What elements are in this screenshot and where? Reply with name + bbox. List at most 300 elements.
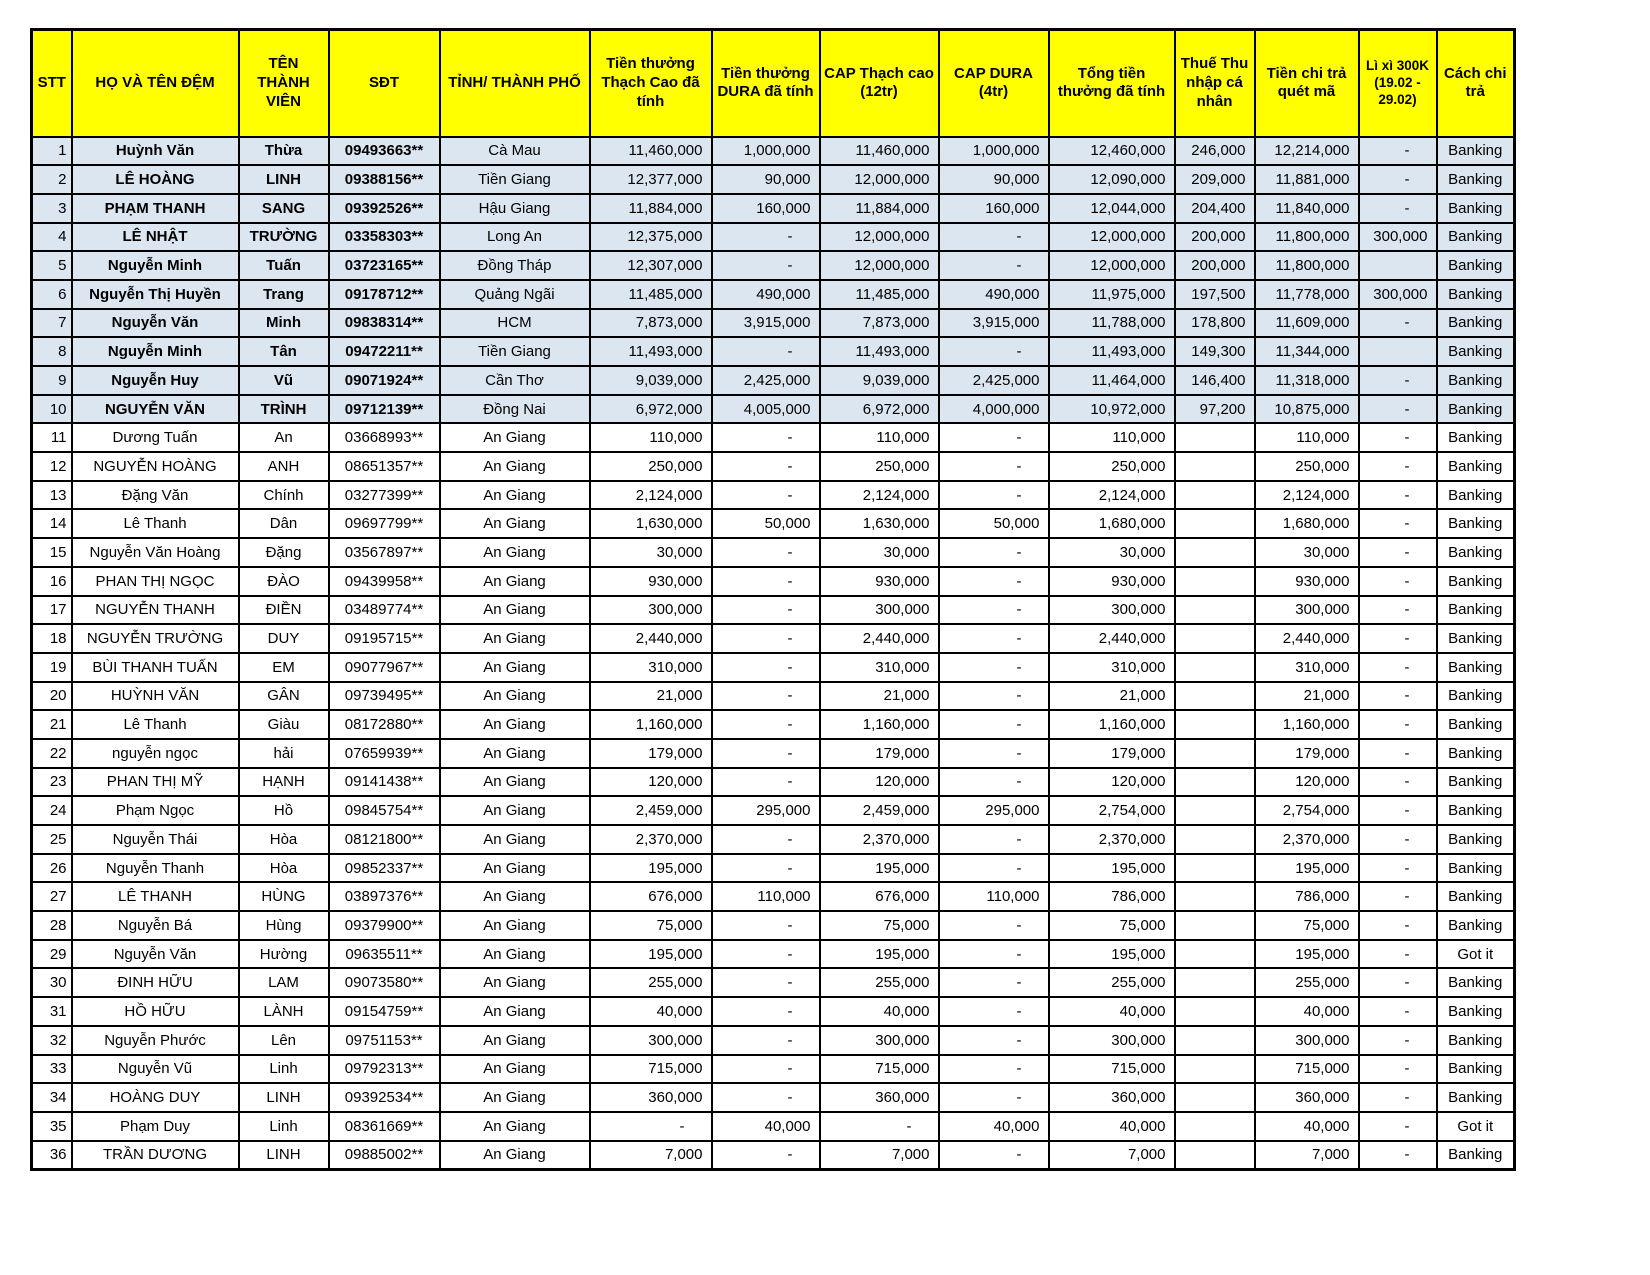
cell-li_xi[interactable]: -: [1359, 137, 1437, 166]
cell-thue_tncn[interactable]: [1175, 596, 1255, 625]
cell-tinh_thanh_pho[interactable]: An Giang: [440, 854, 590, 883]
cell-ho_va_ten_dem[interactable]: TRẦN DƯƠNG: [72, 1141, 239, 1170]
cell-sdt[interactable]: 09071924**: [329, 366, 440, 395]
cell-thue_tncn[interactable]: 149,300: [1175, 337, 1255, 366]
cell-thue_tncn[interactable]: [1175, 653, 1255, 682]
cell-sdt[interactable]: 09379900**: [329, 911, 440, 940]
cell-cach_chi_tra[interactable]: Banking: [1437, 911, 1515, 940]
table-row[interactable]: [32, 165, 1515, 194]
cell-sdt[interactable]: 09195715**: [329, 624, 440, 653]
cell-tinh_thanh_pho[interactable]: Tiền Giang: [440, 337, 590, 366]
cell-cap_thach_cao[interactable]: 2,459,000: [820, 796, 939, 825]
table-row[interactable]: [32, 538, 1515, 567]
cell-tien_thuong_thach_cao[interactable]: 40,000: [590, 997, 712, 1026]
cell-cap_thach_cao[interactable]: 11,884,000: [820, 194, 939, 223]
table-row[interactable]: [32, 940, 1515, 969]
cell-stt[interactable]: 34: [32, 1083, 72, 1112]
cell-ho_va_ten_dem[interactable]: Nguyễn Phước: [72, 1026, 239, 1055]
table-row[interactable]: [32, 1141, 1515, 1170]
cell-ho_va_ten_dem[interactable]: LÊ THANH: [72, 882, 239, 911]
table-row[interactable]: [32, 280, 1515, 309]
cell-sdt[interactable]: 03897376**: [329, 882, 440, 911]
cell-cach_chi_tra[interactable]: Banking: [1437, 366, 1515, 395]
cell-cach_chi_tra[interactable]: Banking: [1437, 768, 1515, 797]
cell-ho_va_ten_dem[interactable]: NGUYỄN HOÀNG: [72, 452, 239, 481]
cell-ten_thanh_vien[interactable]: Vũ: [239, 366, 329, 395]
cell-ten_thanh_vien[interactable]: An: [239, 423, 329, 452]
cell-cach_chi_tra[interactable]: Banking: [1437, 165, 1515, 194]
cell-ho_va_ten_dem[interactable]: Dương Tuấn: [72, 423, 239, 452]
cell-cap_dura[interactable]: -: [939, 1141, 1049, 1170]
cell-ho_va_ten_dem[interactable]: Lê Thanh: [72, 710, 239, 739]
cell-tien_chi_tra[interactable]: 11,318,000: [1255, 366, 1359, 395]
cell-li_xi[interactable]: -: [1359, 825, 1437, 854]
cell-cap_dura[interactable]: -: [939, 682, 1049, 711]
cell-stt[interactable]: 20: [32, 682, 72, 711]
cell-tong_tien_thuong[interactable]: 40,000: [1049, 1112, 1175, 1141]
cell-tien_thuong_dura[interactable]: -: [712, 223, 820, 252]
cell-cap_dura[interactable]: -: [939, 538, 1049, 567]
cell-tien_thuong_dura[interactable]: -: [712, 968, 820, 997]
cell-tien_thuong_dura[interactable]: -: [712, 825, 820, 854]
cell-tien_thuong_dura[interactable]: -: [712, 682, 820, 711]
cell-sdt[interactable]: 09838314**: [329, 309, 440, 338]
cell-cap_thach_cao[interactable]: 6,972,000: [820, 395, 939, 424]
cell-cap_dura[interactable]: 160,000: [939, 194, 1049, 223]
cell-tien_thuong_dura[interactable]: -: [712, 997, 820, 1026]
cell-sdt[interactable]: 09845754**: [329, 796, 440, 825]
cell-thue_tncn[interactable]: [1175, 1112, 1255, 1141]
cell-cap_thach_cao[interactable]: 120,000: [820, 768, 939, 797]
cell-tien_chi_tra[interactable]: 786,000: [1255, 882, 1359, 911]
cell-stt[interactable]: 5: [32, 251, 72, 280]
cell-tong_tien_thuong[interactable]: 255,000: [1049, 968, 1175, 997]
cell-ho_va_ten_dem[interactable]: NGUYỄN VĂN: [72, 395, 239, 424]
cell-tinh_thanh_pho[interactable]: An Giang: [440, 682, 590, 711]
cell-tong_tien_thuong[interactable]: 195,000: [1049, 940, 1175, 969]
cell-sdt[interactable]: 09439958**: [329, 567, 440, 596]
cell-tien_chi_tra[interactable]: 195,000: [1255, 854, 1359, 883]
cell-cach_chi_tra[interactable]: Banking: [1437, 1083, 1515, 1112]
cell-cach_chi_tra[interactable]: Banking: [1437, 739, 1515, 768]
cell-ten_thanh_vien[interactable]: LÀNH: [239, 997, 329, 1026]
cell-ho_va_ten_dem[interactable]: NGUYỄN TRƯỜNG: [72, 624, 239, 653]
cell-tong_tien_thuong[interactable]: 179,000: [1049, 739, 1175, 768]
cell-tien_thuong_thach_cao[interactable]: 110,000: [590, 423, 712, 452]
cell-ten_thanh_vien[interactable]: LINH: [239, 1083, 329, 1112]
cell-li_xi[interactable]: -: [1359, 739, 1437, 768]
cell-stt[interactable]: 13: [32, 481, 72, 510]
cell-tong_tien_thuong[interactable]: 195,000: [1049, 854, 1175, 883]
cell-cap_thach_cao[interactable]: 2,124,000: [820, 481, 939, 510]
cell-tong_tien_thuong[interactable]: 11,493,000: [1049, 337, 1175, 366]
cell-ho_va_ten_dem[interactable]: Nguyễn Minh: [72, 337, 239, 366]
cell-tinh_thanh_pho[interactable]: An Giang: [440, 423, 590, 452]
cell-cap_dura[interactable]: -: [939, 710, 1049, 739]
cell-tien_thuong_dura[interactable]: 295,000: [712, 796, 820, 825]
cell-cap_dura[interactable]: 490,000: [939, 280, 1049, 309]
cell-thue_tncn[interactable]: 197,500: [1175, 280, 1255, 309]
cell-thue_tncn[interactable]: [1175, 1141, 1255, 1170]
cell-stt[interactable]: 14: [32, 509, 72, 538]
cell-tien_thuong_thach_cao[interactable]: 195,000: [590, 854, 712, 883]
cell-tien_thuong_thach_cao[interactable]: 9,039,000: [590, 366, 712, 395]
cell-tien_chi_tra[interactable]: 1,160,000: [1255, 710, 1359, 739]
cell-cap_thach_cao[interactable]: 30,000: [820, 538, 939, 567]
cell-ten_thanh_vien[interactable]: ANH: [239, 452, 329, 481]
cell-tien_thuong_dura[interactable]: -: [712, 423, 820, 452]
cell-cach_chi_tra[interactable]: Banking: [1437, 796, 1515, 825]
cell-li_xi[interactable]: -: [1359, 366, 1437, 395]
cell-tien_thuong_dura[interactable]: -: [712, 624, 820, 653]
cell-tinh_thanh_pho[interactable]: An Giang: [440, 882, 590, 911]
table-row[interactable]: [32, 337, 1515, 366]
cell-cap_thach_cao[interactable]: 2,370,000: [820, 825, 939, 854]
cell-cap_dura[interactable]: -: [939, 481, 1049, 510]
cell-ten_thanh_vien[interactable]: Hồ: [239, 796, 329, 825]
cell-tien_chi_tra[interactable]: 40,000: [1255, 1112, 1359, 1141]
table-row[interactable]: [32, 968, 1515, 997]
cell-ten_thanh_vien[interactable]: LINH: [239, 165, 329, 194]
cell-tong_tien_thuong[interactable]: 11,464,000: [1049, 366, 1175, 395]
cell-cap_dura[interactable]: 110,000: [939, 882, 1049, 911]
cell-stt[interactable]: 31: [32, 997, 72, 1026]
cell-tinh_thanh_pho[interactable]: An Giang: [440, 452, 590, 481]
cell-tien_chi_tra[interactable]: 2,754,000: [1255, 796, 1359, 825]
cell-cap_dura[interactable]: -: [939, 968, 1049, 997]
cell-tien_thuong_thach_cao[interactable]: 300,000: [590, 596, 712, 625]
cell-tien_chi_tra[interactable]: 30,000: [1255, 538, 1359, 567]
table-row[interactable]: [32, 624, 1515, 653]
cell-cap_dura[interactable]: -: [939, 596, 1049, 625]
cell-cap_dura[interactable]: -: [939, 1055, 1049, 1084]
cell-tien_thuong_dura[interactable]: -: [712, 567, 820, 596]
cell-li_xi[interactable]: -: [1359, 1112, 1437, 1141]
cell-thue_tncn[interactable]: [1175, 739, 1255, 768]
table-row[interactable]: [32, 567, 1515, 596]
cell-tien_thuong_dura[interactable]: -: [712, 911, 820, 940]
table-row[interactable]: [32, 309, 1515, 338]
cell-stt[interactable]: 27: [32, 882, 72, 911]
cell-thue_tncn[interactable]: 204,400: [1175, 194, 1255, 223]
cell-tien_chi_tra[interactable]: 40,000: [1255, 997, 1359, 1026]
cell-cap_dura[interactable]: -: [939, 940, 1049, 969]
cell-tien_thuong_dura[interactable]: -: [712, 710, 820, 739]
cell-tien_chi_tra[interactable]: 11,800,000: [1255, 251, 1359, 280]
cell-stt[interactable]: 17: [32, 596, 72, 625]
cell-sdt[interactable]: 09792313**: [329, 1055, 440, 1084]
cell-ten_thanh_vien[interactable]: Hùng: [239, 911, 329, 940]
cell-cap_dura[interactable]: -: [939, 768, 1049, 797]
cell-sdt[interactable]: 09493663**: [329, 137, 440, 166]
cell-tien_chi_tra[interactable]: 21,000: [1255, 682, 1359, 711]
table-row[interactable]: [32, 596, 1515, 625]
cell-sdt[interactable]: 03723165**: [329, 251, 440, 280]
cell-thue_tncn[interactable]: 178,800: [1175, 309, 1255, 338]
cell-cach_chi_tra[interactable]: Banking: [1437, 452, 1515, 481]
cell-tien_thuong_dura[interactable]: -: [712, 854, 820, 883]
cell-cap_dura[interactable]: -: [939, 997, 1049, 1026]
cell-li_xi[interactable]: -: [1359, 509, 1437, 538]
cell-ten_thanh_vien[interactable]: Chính: [239, 481, 329, 510]
cell-ho_va_ten_dem[interactable]: BÙI THANH TUẤN: [72, 653, 239, 682]
cell-tien_thuong_dura[interactable]: -: [712, 452, 820, 481]
cell-tien_thuong_dura[interactable]: -: [712, 251, 820, 280]
cell-tong_tien_thuong[interactable]: 12,090,000: [1049, 165, 1175, 194]
table-row[interactable]: [32, 509, 1515, 538]
cell-tien_thuong_thach_cao[interactable]: 11,493,000: [590, 337, 712, 366]
cell-ho_va_ten_dem[interactable]: Nguyễn Văn Hoàng: [72, 538, 239, 567]
cell-tien_thuong_dura[interactable]: -: [712, 739, 820, 768]
cell-cach_chi_tra[interactable]: Banking: [1437, 538, 1515, 567]
cell-cap_thach_cao[interactable]: 179,000: [820, 739, 939, 768]
table-row[interactable]: [32, 854, 1515, 883]
cell-tien_thuong_dura[interactable]: 2,425,000: [712, 366, 820, 395]
cell-tong_tien_thuong[interactable]: 21,000: [1049, 682, 1175, 711]
cell-ten_thanh_vien[interactable]: Tuấn: [239, 251, 329, 280]
cell-tinh_thanh_pho[interactable]: Đồng Tháp: [440, 251, 590, 280]
cell-cach_chi_tra[interactable]: Banking: [1437, 882, 1515, 911]
cell-stt[interactable]: 35: [32, 1112, 72, 1141]
table-row[interactable]: [32, 395, 1515, 424]
cell-ten_thanh_vien[interactable]: Thừa: [239, 137, 329, 166]
table-row[interactable]: [32, 1026, 1515, 1055]
cell-tien_thuong_dura[interactable]: 1,000,000: [712, 137, 820, 166]
cell-tien_thuong_dura[interactable]: -: [712, 337, 820, 366]
cell-tinh_thanh_pho[interactable]: Đồng Nai: [440, 395, 590, 424]
cell-tong_tien_thuong[interactable]: 1,160,000: [1049, 710, 1175, 739]
cell-cap_thach_cao[interactable]: 195,000: [820, 854, 939, 883]
cell-tien_thuong_thach_cao[interactable]: -: [590, 1112, 712, 1141]
cell-tinh_thanh_pho[interactable]: An Giang: [440, 653, 590, 682]
cell-tien_chi_tra[interactable]: 11,840,000: [1255, 194, 1359, 223]
cell-cap_thach_cao[interactable]: 255,000: [820, 968, 939, 997]
cell-sdt[interactable]: 03489774**: [329, 596, 440, 625]
cell-tong_tien_thuong[interactable]: 310,000: [1049, 653, 1175, 682]
cell-ten_thanh_vien[interactable]: Minh: [239, 309, 329, 338]
cell-li_xi[interactable]: -: [1359, 1083, 1437, 1112]
cell-thue_tncn[interactable]: [1175, 624, 1255, 653]
cell-ho_va_ten_dem[interactable]: nguyễn ngọc: [72, 739, 239, 768]
cell-ten_thanh_vien[interactable]: Linh: [239, 1055, 329, 1084]
cell-tinh_thanh_pho[interactable]: Long An: [440, 223, 590, 252]
cell-tien_chi_tra[interactable]: 11,881,000: [1255, 165, 1359, 194]
cell-tong_tien_thuong[interactable]: 250,000: [1049, 452, 1175, 481]
cell-ten_thanh_vien[interactable]: ĐIỀN: [239, 596, 329, 625]
cell-sdt[interactable]: 09388156**: [329, 165, 440, 194]
cell-tien_chi_tra[interactable]: 11,800,000: [1255, 223, 1359, 252]
cell-ten_thanh_vien[interactable]: DUY: [239, 624, 329, 653]
cell-tien_thuong_thach_cao[interactable]: 715,000: [590, 1055, 712, 1084]
cell-sdt[interactable]: 09392526**: [329, 194, 440, 223]
cell-tinh_thanh_pho[interactable]: An Giang: [440, 768, 590, 797]
cell-ten_thanh_vien[interactable]: SANG: [239, 194, 329, 223]
cell-stt[interactable]: 4: [32, 223, 72, 252]
cell-tinh_thanh_pho[interactable]: An Giang: [440, 1055, 590, 1084]
cell-stt[interactable]: 19: [32, 653, 72, 682]
table-row[interactable]: [32, 1083, 1515, 1112]
cell-tien_thuong_thach_cao[interactable]: 255,000: [590, 968, 712, 997]
cell-cach_chi_tra[interactable]: Banking: [1437, 509, 1515, 538]
cell-ten_thanh_vien[interactable]: TRƯỜNG: [239, 223, 329, 252]
table-row[interactable]: [32, 366, 1515, 395]
cell-ho_va_ten_dem[interactable]: Nguyễn Thị Huyền: [72, 280, 239, 309]
cell-tong_tien_thuong[interactable]: 12,044,000: [1049, 194, 1175, 223]
cell-thue_tncn[interactable]: 146,400: [1175, 366, 1255, 395]
cell-ho_va_ten_dem[interactable]: Nguyễn Văn: [72, 309, 239, 338]
cell-tien_thuong_thach_cao[interactable]: 2,124,000: [590, 481, 712, 510]
cell-stt[interactable]: 15: [32, 538, 72, 567]
cell-cap_thach_cao[interactable]: 2,440,000: [820, 624, 939, 653]
cell-tien_chi_tra[interactable]: 715,000: [1255, 1055, 1359, 1084]
cell-thue_tncn[interactable]: [1175, 796, 1255, 825]
cell-cach_chi_tra[interactable]: Banking: [1437, 251, 1515, 280]
cell-tong_tien_thuong[interactable]: 2,440,000: [1049, 624, 1175, 653]
cell-tong_tien_thuong[interactable]: 7,000: [1049, 1141, 1175, 1170]
cell-tien_thuong_thach_cao[interactable]: 360,000: [590, 1083, 712, 1112]
cell-tien_thuong_dura[interactable]: 90,000: [712, 165, 820, 194]
cell-ten_thanh_vien[interactable]: Hường: [239, 940, 329, 969]
cell-cap_thach_cao[interactable]: 75,000: [820, 911, 939, 940]
cell-cap_dura[interactable]: -: [939, 854, 1049, 883]
cell-cap_thach_cao[interactable]: 12,000,000: [820, 223, 939, 252]
table-row[interactable]: [32, 1112, 1515, 1141]
cell-stt[interactable]: 33: [32, 1055, 72, 1084]
cell-tien_chi_tra[interactable]: 2,440,000: [1255, 624, 1359, 653]
cell-tinh_thanh_pho[interactable]: An Giang: [440, 509, 590, 538]
cell-ho_va_ten_dem[interactable]: PHAN THỊ MỸ: [72, 768, 239, 797]
cell-tien_chi_tra[interactable]: 930,000: [1255, 567, 1359, 596]
cell-tong_tien_thuong[interactable]: 10,972,000: [1049, 395, 1175, 424]
table-row[interactable]: [32, 251, 1515, 280]
cell-ten_thanh_vien[interactable]: Linh: [239, 1112, 329, 1141]
cell-tinh_thanh_pho[interactable]: An Giang: [440, 796, 590, 825]
cell-li_xi[interactable]: -: [1359, 567, 1437, 596]
cell-cap_dura[interactable]: 50,000: [939, 509, 1049, 538]
cell-stt[interactable]: 11: [32, 423, 72, 452]
cell-cach_chi_tra[interactable]: Banking: [1437, 653, 1515, 682]
cell-li_xi[interactable]: -: [1359, 682, 1437, 711]
cell-sdt[interactable]: 09141438**: [329, 768, 440, 797]
cell-cach_chi_tra[interactable]: Banking: [1437, 1055, 1515, 1084]
cell-ten_thanh_vien[interactable]: TRÌNH: [239, 395, 329, 424]
cell-sdt[interactable]: 09852337**: [329, 854, 440, 883]
cell-thue_tncn[interactable]: 200,000: [1175, 251, 1255, 280]
cell-cap_thach_cao[interactable]: 12,000,000: [820, 165, 939, 194]
cell-tien_thuong_thach_cao[interactable]: 310,000: [590, 653, 712, 682]
cell-tien_chi_tra[interactable]: 120,000: [1255, 768, 1359, 797]
cell-li_xi[interactable]: -: [1359, 596, 1437, 625]
cell-cach_chi_tra[interactable]: Got it: [1437, 1112, 1515, 1141]
cell-tinh_thanh_pho[interactable]: An Giang: [440, 1141, 590, 1170]
cell-cap_dura[interactable]: 4,000,000: [939, 395, 1049, 424]
table-row[interactable]: [32, 137, 1515, 166]
cell-li_xi[interactable]: -: [1359, 309, 1437, 338]
cell-cap_dura[interactable]: -: [939, 911, 1049, 940]
cell-stt[interactable]: 16: [32, 567, 72, 596]
cell-tinh_thanh_pho[interactable]: An Giang: [440, 1026, 590, 1055]
cell-tong_tien_thuong[interactable]: 300,000: [1049, 1026, 1175, 1055]
cell-tien_chi_tra[interactable]: 179,000: [1255, 739, 1359, 768]
cell-stt[interactable]: 24: [32, 796, 72, 825]
cell-cap_thach_cao[interactable]: 310,000: [820, 653, 939, 682]
cell-cach_chi_tra[interactable]: Banking: [1437, 710, 1515, 739]
cell-ten_thanh_vien[interactable]: Trang: [239, 280, 329, 309]
cell-cap_dura[interactable]: 40,000: [939, 1112, 1049, 1141]
cell-tinh_thanh_pho[interactable]: An Giang: [440, 596, 590, 625]
cell-li_xi[interactable]: -: [1359, 768, 1437, 797]
cell-tien_thuong_dura[interactable]: -: [712, 1083, 820, 1112]
cell-ho_va_ten_dem[interactable]: Nguyễn Thái: [72, 825, 239, 854]
cell-ten_thanh_vien[interactable]: Dân: [239, 509, 329, 538]
cell-thue_tncn[interactable]: 209,000: [1175, 165, 1255, 194]
cell-cach_chi_tra[interactable]: Banking: [1437, 309, 1515, 338]
cell-li_xi[interactable]: -: [1359, 882, 1437, 911]
cell-tien_thuong_thach_cao[interactable]: 2,370,000: [590, 825, 712, 854]
cell-cap_thach_cao[interactable]: 1,630,000: [820, 509, 939, 538]
cell-tien_thuong_thach_cao[interactable]: 120,000: [590, 768, 712, 797]
cell-cach_chi_tra[interactable]: Got it: [1437, 940, 1515, 969]
cell-cap_thach_cao[interactable]: 676,000: [820, 882, 939, 911]
cell-thue_tncn[interactable]: [1175, 940, 1255, 969]
cell-tien_thuong_dura[interactable]: -: [712, 538, 820, 567]
cell-thue_tncn[interactable]: 200,000: [1175, 223, 1255, 252]
cell-sdt[interactable]: 03358303**: [329, 223, 440, 252]
cell-stt[interactable]: 21: [32, 710, 72, 739]
cell-cach_chi_tra[interactable]: Banking: [1437, 825, 1515, 854]
cell-cap_thach_cao[interactable]: 195,000: [820, 940, 939, 969]
cell-sdt[interactable]: 09712139**: [329, 395, 440, 424]
cell-li_xi[interactable]: -: [1359, 1055, 1437, 1084]
cell-tien_thuong_thach_cao[interactable]: 11,460,000: [590, 137, 712, 166]
cell-sdt[interactable]: 09077967**: [329, 653, 440, 682]
cell-tien_chi_tra[interactable]: 250,000: [1255, 452, 1359, 481]
cell-cach_chi_tra[interactable]: Banking: [1437, 223, 1515, 252]
cell-cap_dura[interactable]: 90,000: [939, 165, 1049, 194]
cell-stt[interactable]: 26: [32, 854, 72, 883]
cell-li_xi[interactable]: -: [1359, 624, 1437, 653]
cell-thue_tncn[interactable]: [1175, 710, 1255, 739]
cell-ten_thanh_vien[interactable]: Giàu: [239, 710, 329, 739]
cell-sdt[interactable]: 09885002**: [329, 1141, 440, 1170]
cell-ten_thanh_vien[interactable]: hải: [239, 739, 329, 768]
cell-thue_tncn[interactable]: [1175, 1055, 1255, 1084]
cell-cap_dura[interactable]: -: [939, 624, 1049, 653]
cell-stt[interactable]: 36: [32, 1141, 72, 1170]
cell-cap_dura[interactable]: -: [939, 1083, 1049, 1112]
cell-stt[interactable]: 22: [32, 739, 72, 768]
cell-cap_thach_cao[interactable]: -: [820, 1112, 939, 1141]
cell-cap_thach_cao[interactable]: 7,873,000: [820, 309, 939, 338]
cell-tien_thuong_thach_cao[interactable]: 300,000: [590, 1026, 712, 1055]
cell-cap_dura[interactable]: -: [939, 825, 1049, 854]
cell-cap_dura[interactable]: 1,000,000: [939, 137, 1049, 166]
cell-cach_chi_tra[interactable]: Banking: [1437, 854, 1515, 883]
cell-tien_chi_tra[interactable]: 1,680,000: [1255, 509, 1359, 538]
cell-li_xi[interactable]: -: [1359, 481, 1437, 510]
cell-tien_thuong_thach_cao[interactable]: 930,000: [590, 567, 712, 596]
cell-tien_chi_tra[interactable]: 110,000: [1255, 423, 1359, 452]
cell-li_xi[interactable]: [1359, 337, 1437, 366]
cell-tong_tien_thuong[interactable]: 40,000: [1049, 997, 1175, 1026]
cell-cach_chi_tra[interactable]: Banking: [1437, 423, 1515, 452]
cell-thue_tncn[interactable]: [1175, 911, 1255, 940]
cell-stt[interactable]: 29: [32, 940, 72, 969]
cell-tien_thuong_thach_cao[interactable]: 6,972,000: [590, 395, 712, 424]
cell-stt[interactable]: 18: [32, 624, 72, 653]
cell-ten_thanh_vien[interactable]: ĐÀO: [239, 567, 329, 596]
cell-tong_tien_thuong[interactable]: 786,000: [1049, 882, 1175, 911]
